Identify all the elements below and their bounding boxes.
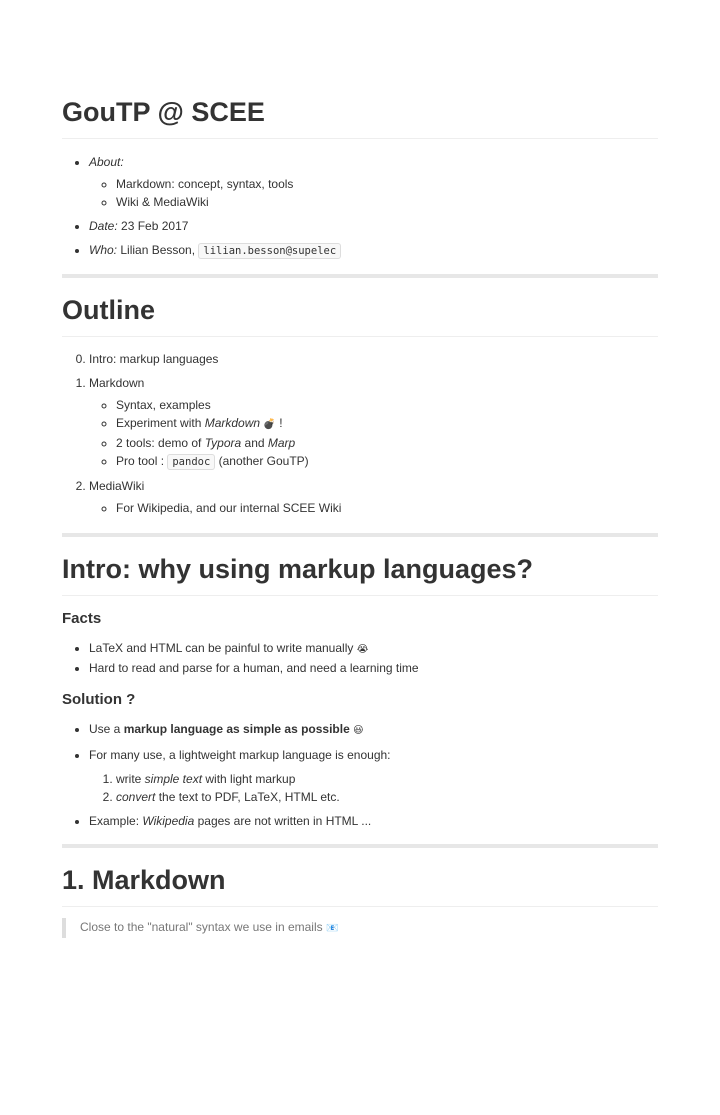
markdown-quote: Close to the "natural" syntax we use in emails 📧 — [62, 918, 658, 938]
slide-separator — [62, 533, 658, 537]
pandoc-code: pandoc — [167, 454, 215, 470]
list-item: 2. MediaWiki ◦ For Wikipedia, and our internal SCEE Wiki — [89, 477, 658, 517]
list-item: ◦ 2 tools: demo of Typora and Marp — [116, 434, 658, 452]
list-item: 1. write simple text with light markup — [116, 770, 658, 788]
list-item: ◦ Syntax, examples — [116, 396, 658, 414]
document-page — [0, 97, 720, 938]
solution-heading: Solution ? — [62, 691, 136, 708]
section-title-goutp: GouTP @ SCEE — [62, 97, 658, 139]
about-sublist — [89, 175, 658, 211]
crying-face-icon: 😭 — [356, 644, 369, 655]
email-code: lilian.besson@supelec — [198, 243, 341, 259]
list-item: • Use a markup language as simple as possible 😃 — [89, 720, 658, 740]
solution-list — [62, 720, 658, 830]
section-title-outline: Outline — [62, 295, 658, 337]
list-item: 0. Intro: markup languages — [89, 350, 658, 368]
markdown-sublist — [89, 396, 658, 471]
list-item: • Hard to read and parse for a human, and need a learning time — [89, 659, 658, 677]
smiley-icon: 😃 — [353, 725, 364, 736]
email-icon: 📧 — [325, 923, 339, 934]
list-item: • LaTeX and HTML can be painful to write manually 😭 — [89, 639, 658, 659]
slide-separator — [62, 844, 658, 848]
bomb-icon: 💣 — [263, 419, 276, 430]
info-list — [62, 153, 658, 260]
list-item: 1. Markdown ◦ Syntax, examples ◦ Experiment with Markdown 💣 ! ◦ 2 tools: demo of Typora and Marp ◦ Pro tool : pandoc (another GouTP) — [89, 374, 658, 471]
list-item: ◦ For Wikipedia, and our internal SCEE Wiki — [116, 499, 658, 517]
list-item-about: • About: ◦ Markdown: concept, syntax, tools ◦ Wiki & MediaWiki — [89, 153, 658, 211]
list-item-who: • Who: Lilian Besson, lilian.besson@supelec — [89, 241, 658, 260]
section-title-intro: Intro: why using markup languages? — [62, 554, 658, 596]
facts-list — [62, 639, 658, 677]
solution-sublist — [89, 770, 658, 806]
mediawiki-sublist — [89, 499, 658, 517]
list-item: ◦ Experiment with Markdown 💣 ! — [116, 414, 658, 434]
section-title-markdown: 1. Markdown — [62, 865, 658, 907]
list-item: ◦ Wiki & MediaWiki — [116, 193, 658, 211]
list-item: ◦ Pro tool : pandoc (another GouTP) — [116, 452, 658, 471]
list-item: 2. convert the text to PDF, LaTeX, HTML etc. — [116, 788, 658, 806]
list-item: ◦ Markdown: concept, syntax, tools — [116, 175, 658, 193]
facts-heading: Facts — [62, 610, 102, 627]
list-item: • For many use, a lightweight markup language is enough: 1. write simple text with light markup 2. convert the text to PDF, LaTeX, HTML etc. — [89, 746, 658, 806]
slide-separator — [62, 274, 658, 278]
outline-list — [62, 350, 658, 517]
list-item: • Example: Wikipedia pages are not written in HTML ... — [89, 812, 658, 830]
list-item-date: • Date: 23 Feb 2017 — [89, 217, 658, 235]
